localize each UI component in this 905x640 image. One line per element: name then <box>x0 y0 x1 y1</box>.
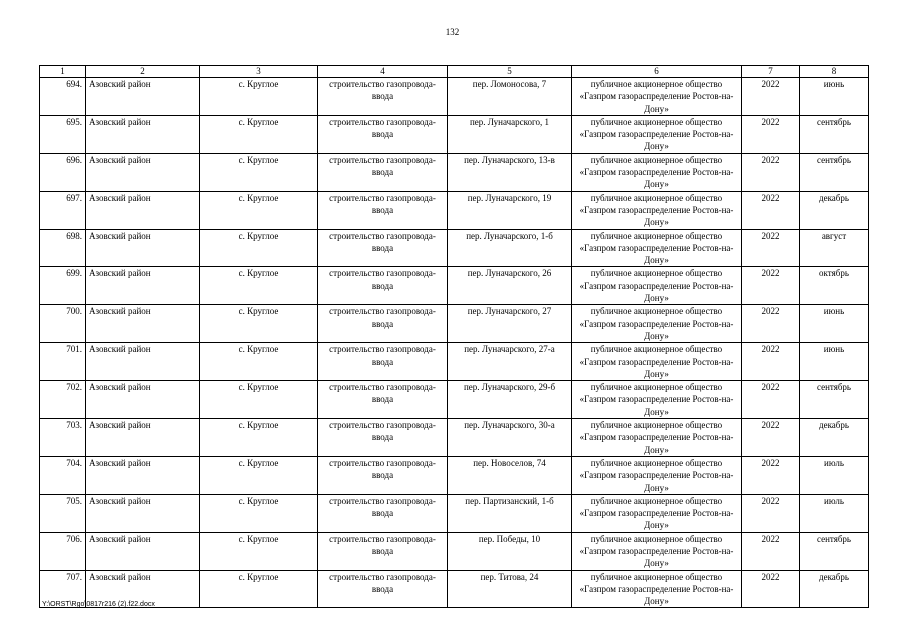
work-type-cell: строительство газопровода-ввода <box>318 570 448 608</box>
work-type-cell: строительство газопровода-ввода <box>318 419 448 457</box>
work-type-cell: строительство газопровода-ввода <box>318 305 448 343</box>
organization-cell: публичное акционерное общество «Газпром газораспределение Ростов-на-Дону» <box>572 381 742 419</box>
settlement-cell: с. Круглое <box>200 381 318 419</box>
organization-cell: публичное акционерное общество «Газпром газораспределение Ростов-на-Дону» <box>572 570 742 608</box>
year-cell: 2022 <box>742 305 800 343</box>
address-cell: пер. Луначарского, 13-в <box>448 153 572 191</box>
row-number: 703. <box>40 419 86 457</box>
row-number: 697. <box>40 191 86 229</box>
address-cell: пер. Луначарского, 27-а <box>448 343 572 381</box>
table-row <box>40 456 869 494</box>
settlement-cell: с. Круглое <box>200 305 318 343</box>
address-cell: пер. Луначарского, 1-б <box>448 229 572 267</box>
header-row <box>40 66 869 78</box>
table-row <box>40 153 869 191</box>
row-number: 695. <box>40 115 86 153</box>
district-cell: Азовский район <box>86 381 200 419</box>
address-cell: пер. Луначарского, 1 <box>448 115 572 153</box>
gasification-table <box>39 65 869 608</box>
year-cell: 2022 <box>742 153 800 191</box>
district-cell: Азовский район <box>86 570 200 608</box>
year-cell: 2022 <box>742 78 800 116</box>
address-cell: пер. Луначарского, 19 <box>448 191 572 229</box>
table-row <box>40 570 869 608</box>
table-row <box>40 267 869 305</box>
year-cell: 2022 <box>742 532 800 570</box>
organization-cell: публичное акционерное общество «Газпром газораспределение Ростов-на-Дону» <box>572 115 742 153</box>
year-cell: 2022 <box>742 115 800 153</box>
organization-cell: публичное акционерное общество «Газпром газораспределение Ростов-на-Дону» <box>572 191 742 229</box>
month-cell: июнь <box>800 78 869 116</box>
work-type-cell: строительство газопровода-ввода <box>318 267 448 305</box>
work-type-cell: строительство газопровода-ввода <box>318 456 448 494</box>
row-number: 699. <box>40 267 86 305</box>
table-row <box>40 532 869 570</box>
col-header: 4 <box>318 66 448 78</box>
settlement-cell: с. Круглое <box>200 267 318 305</box>
table-row <box>40 343 869 381</box>
month-cell: сентябрь <box>800 381 869 419</box>
district-cell: Азовский район <box>86 78 200 116</box>
district-cell: Азовский район <box>86 153 200 191</box>
table-row <box>40 115 869 153</box>
district-cell: Азовский район <box>86 456 200 494</box>
year-cell: 2022 <box>742 456 800 494</box>
district-cell: Азовский район <box>86 419 200 457</box>
address-cell: пер. Победы, 10 <box>448 532 572 570</box>
row-number: 701. <box>40 343 86 381</box>
district-cell: Азовский район <box>86 229 200 267</box>
address-cell: пер. Ломоносова, 7 <box>448 78 572 116</box>
col-header: 5 <box>448 66 572 78</box>
row-number: 700. <box>40 305 86 343</box>
year-cell: 2022 <box>742 381 800 419</box>
row-number: 694. <box>40 78 86 116</box>
settlement-cell: с. Круглое <box>200 456 318 494</box>
work-type-cell: строительство газопровода-ввода <box>318 115 448 153</box>
settlement-cell: с. Круглое <box>200 153 318 191</box>
footer-file-path: Y:\ORST\Rgo\0817r216 (2).f22.docx <box>42 601 155 608</box>
address-cell: пер. Луначарского, 27 <box>448 305 572 343</box>
table-row <box>40 191 869 229</box>
row-number: 704. <box>40 456 86 494</box>
work-type-cell: строительство газопровода-ввода <box>318 78 448 116</box>
year-cell: 2022 <box>742 267 800 305</box>
settlement-cell: с. Круглое <box>200 494 318 532</box>
district-cell: Азовский район <box>86 267 200 305</box>
work-type-cell: строительство газопровода-ввода <box>318 494 448 532</box>
district-cell: Азовский район <box>86 115 200 153</box>
table-row <box>40 381 869 419</box>
row-number: 702. <box>40 381 86 419</box>
settlement-cell: с. Круглое <box>200 419 318 457</box>
table-row <box>40 419 869 457</box>
address-cell: пер. Партизанский, 1-б <box>448 494 572 532</box>
address-cell: пер. Луначарского, 30-а <box>448 419 572 457</box>
col-header: 8 <box>800 66 869 78</box>
month-cell: сентябрь <box>800 115 869 153</box>
month-cell: август <box>800 229 869 267</box>
district-cell: Азовский район <box>86 191 200 229</box>
organization-cell: публичное акционерное общество «Газпром газораспределение Ростов-на-Дону» <box>572 532 742 570</box>
table-row <box>40 305 869 343</box>
row-number: 698. <box>40 229 86 267</box>
col-header: 7 <box>742 66 800 78</box>
organization-cell: публичное акционерное общество «Газпром газораспределение Ростов-на-Дону» <box>572 343 742 381</box>
row-number: 707. <box>40 570 86 608</box>
district-cell: Азовский район <box>86 343 200 381</box>
organization-cell: публичное акционерное общество «Газпром газораспределение Ростов-на-Дону» <box>572 153 742 191</box>
month-cell: июль <box>800 494 869 532</box>
row-number: 705. <box>40 494 86 532</box>
page-number: 132 <box>445 27 460 37</box>
organization-cell: публичное акционерное общество «Газпром газораспределение Ростов-на-Дону» <box>572 305 742 343</box>
organization-cell: публичное акционерное общество «Газпром газораспределение Ростов-на-Дону» <box>572 229 742 267</box>
table-row <box>40 229 869 267</box>
district-cell: Азовский район <box>86 532 200 570</box>
work-type-cell: строительство газопровода-ввода <box>318 532 448 570</box>
table-row <box>40 78 869 116</box>
work-type-cell: строительство газопровода-ввода <box>318 343 448 381</box>
organization-cell: публичное акционерное общество «Газпром газораспределение Ростов-на-Дону» <box>572 494 742 532</box>
row-number: 696. <box>40 153 86 191</box>
settlement-cell: с. Круглое <box>200 229 318 267</box>
organization-cell: публичное акционерное общество «Газпром газораспределение Ростов-на-Дону» <box>572 267 742 305</box>
work-type-cell: строительство газопровода-ввода <box>318 229 448 267</box>
month-cell: июнь <box>800 343 869 381</box>
month-cell: декабрь <box>800 419 869 457</box>
settlement-cell: с. Круглое <box>200 532 318 570</box>
col-header: 3 <box>200 66 318 78</box>
settlement-cell: с. Круглое <box>200 191 318 229</box>
year-cell: 2022 <box>742 191 800 229</box>
month-cell: сентябрь <box>800 153 869 191</box>
district-cell: Азовский район <box>86 494 200 532</box>
col-header: 2 <box>86 66 200 78</box>
address-cell: пер. Новоселов, 74 <box>448 456 572 494</box>
work-type-cell: строительство газопровода-ввода <box>318 153 448 191</box>
organization-cell: публичное акционерное общество «Газпром газораспределение Ростов-на-Дону» <box>572 419 742 457</box>
settlement-cell: с. Круглое <box>200 115 318 153</box>
organization-cell: публичное акционерное общество «Газпром газораспределение Ростов-на-Дону» <box>572 456 742 494</box>
col-header: 1 <box>40 66 86 78</box>
year-cell: 2022 <box>742 229 800 267</box>
settlement-cell: с. Круглое <box>200 343 318 381</box>
month-cell: сентябрь <box>800 532 869 570</box>
settlement-cell: с. Круглое <box>200 78 318 116</box>
district-cell: Азовский район <box>86 305 200 343</box>
year-cell: 2022 <box>742 570 800 608</box>
organization-cell: публичное акционерное общество «Газпром газораспределение Ростов-на-Дону» <box>572 78 742 116</box>
address-cell: пер. Луначарского, 29-б <box>448 381 572 419</box>
table-row <box>40 494 869 532</box>
year-cell: 2022 <box>742 343 800 381</box>
year-cell: 2022 <box>742 494 800 532</box>
settlement-cell: с. Круглое <box>200 570 318 608</box>
month-cell: декабрь <box>800 191 869 229</box>
month-cell: июль <box>800 456 869 494</box>
address-cell: пер. Луначарского, 26 <box>448 267 572 305</box>
month-cell: декабрь <box>800 570 869 608</box>
address-cell: пер. Титова, 24 <box>448 570 572 608</box>
year-cell: 2022 <box>742 419 800 457</box>
month-cell: июнь <box>800 305 869 343</box>
col-header: 6 <box>572 66 742 78</box>
work-type-cell: строительство газопровода-ввода <box>318 381 448 419</box>
month-cell: октябрь <box>800 267 869 305</box>
row-number: 706. <box>40 532 86 570</box>
work-type-cell: строительство газопровода-ввода <box>318 191 448 229</box>
